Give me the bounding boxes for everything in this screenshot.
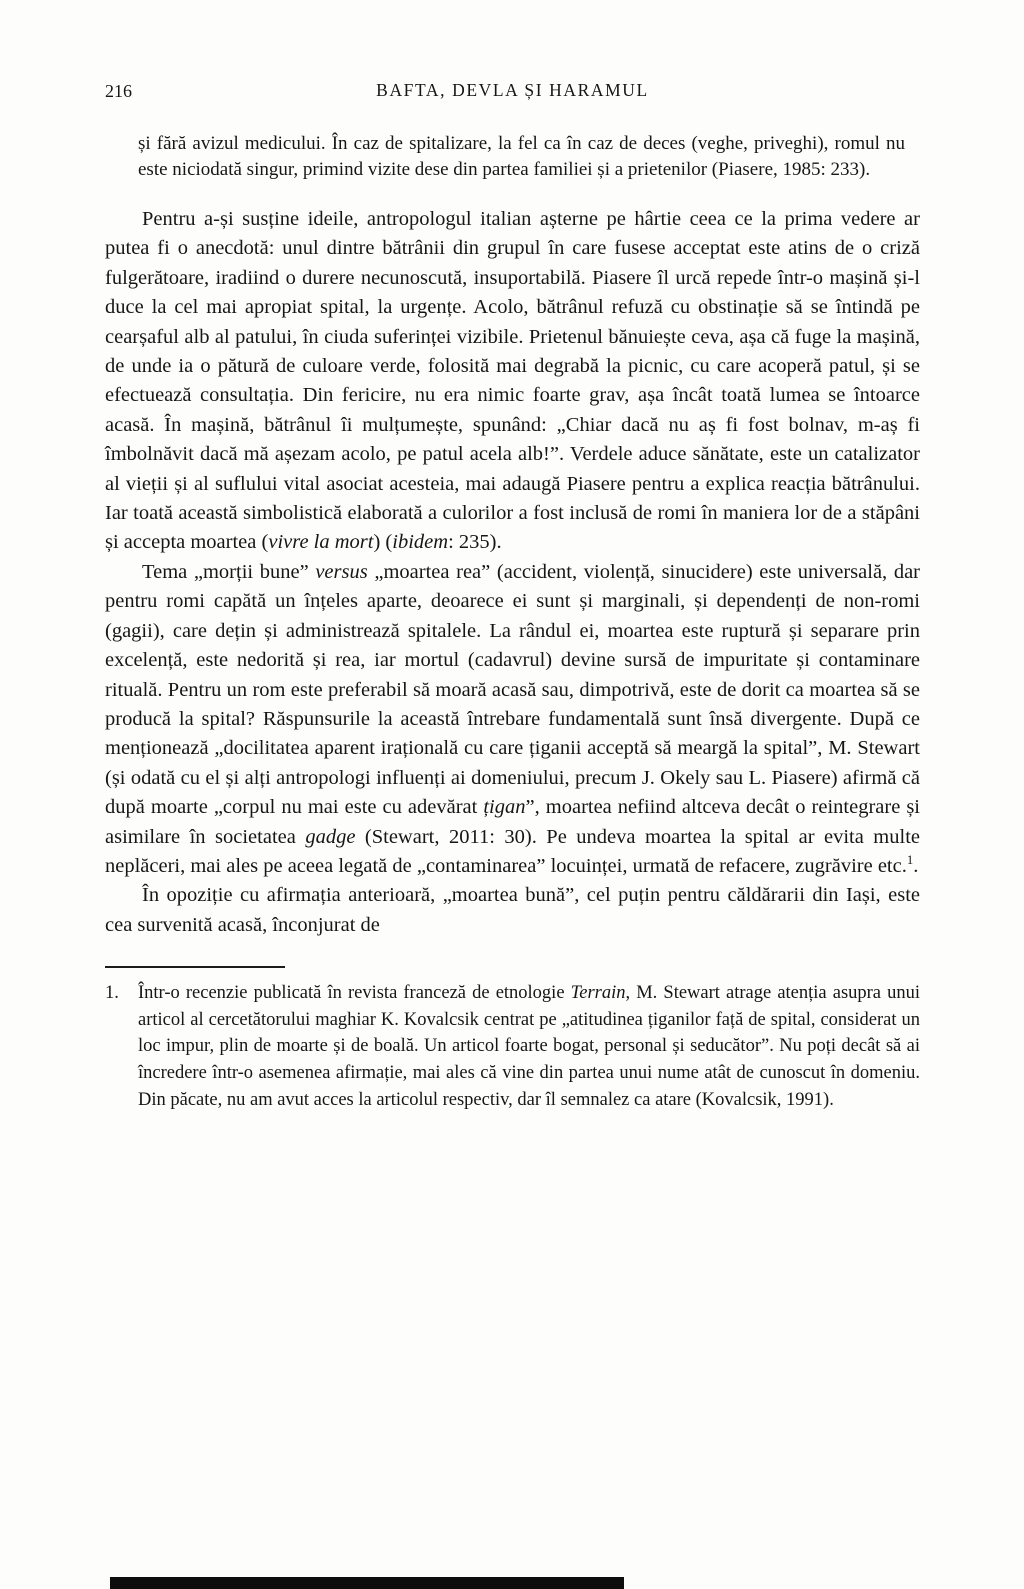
footnote-text: Într-o recenzie publicată în revista franceză de etnologie Terrain, M. Stewart atrage atenția asupra unui articol al cercetătorului maghiar K. Kovalcsik centrat pe „atitudinea țiganilor față de spital, considerat un loc impur, plin de moarte și de boală. Un articol foarte bogat, personal și seducător”. Nu poți decât să ai încredere într-o asemenea afirmație, mai ales că vine din partea unui nume atât de cunoscut în domeniu. Din păcate, nu am avut acces la articolul respectiv, dar îl semnalez ca atare (Kovalcsik, 1991). <box>138 983 921 1110</box>
running-head-title: BAFTA, DEVLA ȘI HARAMUL <box>376 80 649 100</box>
footnote-number: 1. <box>105 983 119 1004</box>
paragraph: Pentru a-și susține ideile, antropologul italian așterne pe hârtie ceea ce la prima vedere ar putea fi o anecdotă: unul dintre bătrânii din grupul în care fusese acceptat este atins de o criză fulgerătoare, iradiind o durere necunoscută, insuportabilă. Piasere îl urcă repede într-o mașină și-l duce la cel mai apropiat spital, la urgențe. Acolo, bătrânul refuză cu obstinație să se întindă pe cearșaful alb al patului, în ciuda suferinței vizibile. Prietenul bănuiește ceva, așa că fuge la mașină, de unde ia o pătură de culoare verde, folosită mai degrabă la picnic, cu care acoperă patul, și se efectuează consultația. Din fericire, nu era nimic foarte grav, așa încât toată lumea se întoarce acasă. În mașină, bătrânul îi mulțumește, spunând: „Chiar dacă nu aș fi fost bolnav, m-aș fi îmbolnăvit dacă mă așezam acolo, pe patul acela alb!”. Verdele aduce sănătate, este un catalizator al vieții și al suflului vital asociat acesteia, mai adaugă Piasere pentru a explica reacția bătrânului. Iar toată această simbolistică elaborată a culorilor a fost inclusă de romi în maniera lor de a stăpâni și accepta moartea (vivre la mort) (ibidem: 235). <box>105 208 920 554</box>
body-paragraphs <box>105 205 920 940</box>
paragraph: În opoziție cu afirmația anterioară, „moartea bună”, cel puțin pentru căldărarii din Iași, este cea survenită acasă, înconjurat de <box>105 884 920 936</box>
scan-artifact-bar <box>110 1577 624 1589</box>
footnote-separator <box>105 966 285 968</box>
block-quote: și fără avizul medicului. În caz de spitalizare, la fel ca în caz de deces (veghe, priveghi), romul nu este niciodată singur, primind vizite dese din partea familiei și a prietenilor (Piasere, 1985: 233). <box>138 133 905 180</box>
paragraph: Tema „morții bune” versus „moartea rea” (accident, violență, sinucidere) este universală, dar pentru romi capătă un înțeles aparte, deoarece ei sunt și marginali, și dependenți de non-romi (gagii), care dețin și administrează spitalele. La rândul ei, moartea este ruptură și separare prin excelență, este nedorită și rea, iar mortul (cadavrul) devine sursă de impuritate și contaminare rituală. Pentru un rom este preferabil să moară acasă sau, dimpotrivă, este de dorit ca moartea să se producă la spital? Răspunsurile la această întrebare fundamentală sunt însă divergente. După ce menționează „docilitatea aparent irațională cu care țiganii acceptă să meargă la spital”, M. Stewart (și odată cu el și alți antropologi influenți ai domeniului, precum J. Okely sau L. Piasere) afirmă că după moarte „corpul nu mai este cu adevărat țigan”, moartea nefiind altceva decât o reintegrare și asimilare în societatea gadge (Stewart, 2011: 30). Pe undeva moartea la spital ar evita multe neplăceri, mai ales pe aceea legată de „contaminarea” locuinței, urmată de refacere, zugrăvire etc.$^1$. <box>105 560 920 877</box>
page-number: 216 <box>105 81 132 101</box>
running-head <box>105 80 920 101</box>
footnote <box>105 980 920 1113</box>
